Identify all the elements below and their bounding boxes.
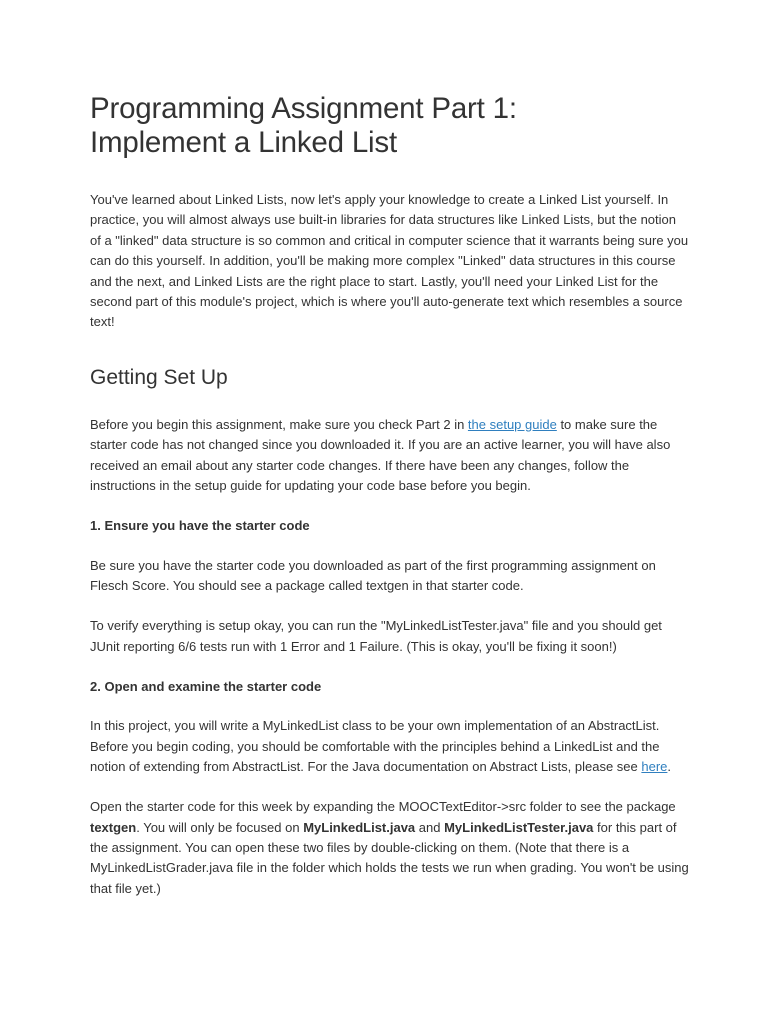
file-mylinkedlist: MyLinkedList.java bbox=[303, 819, 416, 835]
setup-guide-link[interactable]: the setup guide bbox=[467, 416, 557, 432]
step2-p1-end: . bbox=[667, 759, 672, 775]
package-textgen: textgen bbox=[90, 819, 137, 835]
step2-p2-text-d: and bbox=[415, 819, 445, 835]
step1-paragraph-1: Be sure you have the starter code you downloaded as part of the first programming assignment on Flesch Score. You should see a package called textgen in that starter code. bbox=[90, 557, 656, 594]
document-content bbox=[90, 92, 690, 919]
file-mylinkedlisttester: MyLinkedListTester.java bbox=[444, 819, 594, 835]
setup-paragraph bbox=[90, 415, 690, 497]
step2-paragraph-2 bbox=[90, 797, 690, 899]
abstract-list-doc-link[interactable]: here bbox=[641, 759, 668, 775]
step1-heading: 1. Ensure you have the starter code bbox=[90, 517, 310, 533]
title-line-1: Programming Assignment Part 1: bbox=[90, 92, 517, 125]
step2-p2-text-a: Open the starter code for this week by expanding the MOOCTextEditor->src folder to see the package bbox=[90, 799, 676, 815]
step2-paragraph-1 bbox=[90, 716, 690, 777]
step2-heading: 2. Open and examine the starter code bbox=[90, 678, 322, 694]
step2-p2-text-e: for this part of the assignment. You can open these two files by double-clicking on them. (Note that there is a MyLinkedListGrader.java file in the folder which holds the tests we run when grading. You won't be using that file yet.) bbox=[90, 819, 689, 896]
step2-p2-text-c: . You will only be focused on bbox=[136, 819, 304, 835]
setup-text-before: Before you begin this assignment, make sure you check Part 2 in bbox=[90, 416, 468, 432]
intro-paragraph: You've learned about Linked Lists, now let's apply your knowledge to create a Linked List yourself. In practice, you will almost always use built-in libraries for data structures like Linked Lists, but the notion of a "linked" data structure is so common and critical in computer science that it warrants being sure you can do this yourself. In addition, you'll be making more complex "Linked" data structures in this course and the next, and Linked Lists are the right place to start. Lastly, you'll need your Linked List for the second part of this module's project, which is where you'll auto-generate text which resembles a source text! bbox=[90, 192, 689, 330]
page-title bbox=[90, 92, 690, 160]
setup-heading: Getting Set Up bbox=[90, 365, 228, 389]
step2-p1-text: In this project, you will write a MyLinkedList class to be your own implementation of an AbstractList. Before you begin coding, you should be comfortable with the principles behind a LinkedList and the notion of extending from AbstractList. For the Java documentation on Abstract Lists, please see bbox=[90, 718, 660, 775]
step1-paragraph-2: To verify everything is setup okay, you can run the "MyLinkedListTester.java" file and you should get JUnit reporting 6/6 tests run with 1 Error and 1 Failure. (This is okay, you'll be fixing it soon!) bbox=[90, 618, 662, 654]
title-line-2: Implement a Linked List bbox=[90, 126, 397, 159]
setup-text-after: to make sure the starter code has not changed since you downloaded it. If you are an active learner, you will have also received an email about any starter code changes. If there have been any changes, follow the instructions in the setup guide for updating your code base before you begin. bbox=[90, 416, 671, 494]
